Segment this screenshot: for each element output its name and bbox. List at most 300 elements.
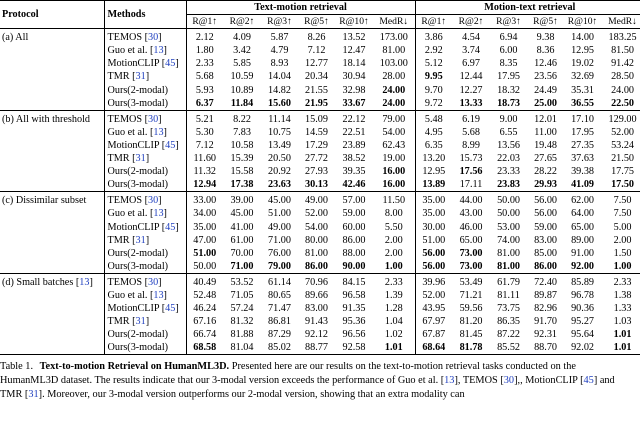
protocol-cell bbox=[0, 97, 104, 111]
t2m-value-cell: 86.81 bbox=[268, 316, 291, 328]
table-row bbox=[0, 178, 640, 192]
table-row bbox=[0, 273, 640, 289]
m2t-value-cell: 56.00 bbox=[415, 247, 452, 260]
table-row bbox=[0, 139, 640, 152]
t2m-value-cell: 71.05 bbox=[230, 289, 254, 301]
m2t-value-cell: 73.75 bbox=[497, 303, 520, 315]
t2m-value-cell: 76.00 bbox=[268, 247, 291, 259]
m2t-value-cell: 9.38 bbox=[527, 29, 564, 45]
protocol-cell bbox=[0, 29, 104, 45]
m2t-value-cell: 8.99 bbox=[462, 139, 480, 151]
m2t-value-cell: 92.02 bbox=[564, 341, 601, 355]
t2m-value-cell: 91.43 bbox=[305, 316, 328, 328]
citation-link[interactable]: 13 bbox=[153, 45, 164, 57]
m2t-value-cell: 17.95 bbox=[497, 71, 520, 83]
m2t-value-cell: 67.87 bbox=[415, 328, 452, 341]
method-name: MotionCLIP bbox=[107, 303, 160, 315]
t2m-value-cell: 3.42 bbox=[233, 45, 251, 57]
citation-link[interactable]: 13 bbox=[79, 276, 90, 288]
t2m-value-cell: 80.65 bbox=[268, 289, 291, 301]
t2m-metric-header: R@1↑ bbox=[186, 15, 223, 29]
m2t-value-cell: 44.00 bbox=[452, 192, 490, 208]
t2m-value-cell: 57.24 bbox=[230, 303, 254, 315]
method-cell: TMR [31] bbox=[104, 234, 186, 247]
table-row bbox=[0, 207, 640, 220]
t2m-value-cell: 70.96 bbox=[298, 273, 335, 289]
m2t-value-cell: 65.00 bbox=[459, 234, 483, 246]
t2m-value-cell: 10.59 bbox=[230, 71, 254, 83]
method-name: Ours(3-modal) bbox=[107, 179, 169, 191]
protocol-cell bbox=[0, 139, 104, 152]
t2m-value-cell: 20.50 bbox=[268, 153, 291, 165]
t2m-value-cell: 103.00 bbox=[379, 58, 408, 70]
m2t-metric-header: R@2↑ bbox=[452, 15, 490, 29]
m2t-value-cell: 19.02 bbox=[571, 58, 594, 70]
method-cell: Guo et al. [13] bbox=[104, 289, 186, 302]
caption-citation-link[interactable]: 13 bbox=[444, 375, 455, 386]
caption-citation-link[interactable]: 30 bbox=[503, 375, 515, 386]
m2t-value-cell: 61.79 bbox=[490, 273, 527, 289]
t2m-value-cell: 1.80 bbox=[186, 44, 223, 57]
t2m-value-cell: 11.32 bbox=[186, 165, 223, 178]
m2t-value-cell: 5.00 bbox=[613, 221, 632, 233]
m2t-value-cell: 7.50 bbox=[601, 192, 640, 208]
t2m-value-cell: 89.66 bbox=[305, 289, 328, 301]
m2t-value-cell: 52.00 bbox=[611, 126, 634, 138]
protocol-cell bbox=[0, 315, 104, 328]
m2t-value-cell: 5.12 bbox=[415, 57, 452, 70]
t2m-value-cell: 95.36 bbox=[342, 316, 366, 328]
table-row bbox=[0, 315, 640, 328]
method-cell bbox=[104, 84, 186, 97]
table-row bbox=[0, 260, 640, 274]
m2t-value-cell: 35.00 bbox=[415, 207, 452, 220]
t2m-value-cell: 8.93 bbox=[270, 58, 289, 70]
t2m-value-cell: 67.16 bbox=[186, 315, 223, 328]
t2m-value-cell: 28.00 bbox=[382, 71, 406, 83]
t2m-value-cell: 50.00 bbox=[186, 260, 223, 274]
t2m-value-cell: 45.00 bbox=[261, 192, 298, 208]
method-cell: TEMOS [30] bbox=[104, 192, 186, 208]
t2m-value-cell: 12.77 bbox=[305, 58, 328, 70]
method-name: TMR bbox=[107, 71, 130, 83]
m2t-value-cell: 6.97 bbox=[462, 58, 480, 70]
t2m-value-cell: 11.50 bbox=[373, 192, 415, 208]
t2m-value-cell: 81.00 bbox=[305, 247, 328, 259]
protocol-cell bbox=[0, 57, 104, 70]
m2t-metric-header: R@10↑ bbox=[564, 15, 601, 29]
m2t-value-cell: 41.09 bbox=[564, 178, 601, 192]
t2m-metric-header: R@3↑ bbox=[261, 15, 298, 29]
t2m-value-cell: 81.04 bbox=[223, 341, 261, 355]
caption-text: and TMR bbox=[0, 375, 615, 400]
m2t-value-cell: 9.72 bbox=[415, 97, 452, 111]
t2m-value-cell: 2.33 bbox=[373, 273, 415, 289]
t2m-value-cell: 86.00 bbox=[298, 260, 335, 274]
table-row bbox=[0, 289, 640, 302]
method-cell: TMR [31] bbox=[104, 70, 186, 83]
m2t-value-cell: 73.00 bbox=[459, 247, 483, 259]
t2m-value-cell: 53.52 bbox=[223, 273, 261, 289]
t2m-value-cell: 24.00 bbox=[373, 97, 415, 111]
method-cell: Guo et al. [13] bbox=[104, 126, 186, 139]
m2t-value-cell: 2.33 bbox=[601, 273, 640, 289]
method-cell bbox=[104, 97, 186, 111]
table-row bbox=[0, 152, 640, 165]
m2t-value-cell: 18.32 bbox=[497, 84, 520, 96]
t2m-value-cell: 35.00 bbox=[186, 221, 223, 234]
protocol-cell bbox=[0, 192, 104, 208]
t2m-value-cell: 84.15 bbox=[335, 273, 373, 289]
t2m-value-cell: 83.00 bbox=[305, 303, 328, 315]
protocol-label: (a) All bbox=[2, 32, 29, 44]
citation-link[interactable]: 31 bbox=[135, 234, 146, 246]
results-body bbox=[0, 29, 640, 355]
m2t-value-cell: 129.00 bbox=[601, 110, 640, 126]
m2t-value-cell: 43.00 bbox=[459, 208, 483, 220]
citation-link[interactable]: 31 bbox=[135, 153, 146, 165]
t2m-value-cell: 5.30 bbox=[186, 126, 223, 139]
t2m-value-cell: 8.00 bbox=[384, 208, 403, 220]
method-name: TMR bbox=[107, 316, 130, 328]
table-row bbox=[0, 221, 640, 234]
citation-link[interactable]: 30 bbox=[147, 32, 159, 44]
m2t-value-cell: 22.03 bbox=[497, 153, 520, 165]
t2m-value-cell: 7.12 bbox=[186, 139, 223, 152]
t2m-value-cell: 8.26 bbox=[298, 29, 335, 45]
citation-link[interactable]: 13 bbox=[153, 289, 164, 301]
method-cell: MotionCLIP [45] bbox=[104, 57, 186, 70]
protocol-label: (d) Small batches bbox=[2, 276, 74, 288]
t2m-value-cell: 68.58 bbox=[186, 341, 223, 355]
t2m-value-cell: 81.00 bbox=[382, 45, 406, 57]
t2m-value-cell: 47.00 bbox=[186, 234, 223, 247]
t2m-value-cell: 85.02 bbox=[261, 341, 298, 355]
t2m-value-cell: 80.00 bbox=[305, 234, 328, 246]
m2t-metric-header: R@1↑ bbox=[415, 15, 452, 29]
protocol-cell: (d) Small batches [13] bbox=[0, 273, 104, 289]
t2m-value-cell: 16.00 bbox=[382, 166, 406, 178]
t2m-value-cell: 22.51 bbox=[342, 126, 366, 138]
t2m-value-cell: 5.87 bbox=[261, 29, 298, 45]
t2m-value-cell: 52.48 bbox=[186, 289, 223, 302]
t2m-value-cell: 15.60 bbox=[261, 97, 298, 111]
m2t-value-cell: 21.50 bbox=[611, 153, 634, 165]
t2m-value-cell: 71.00 bbox=[223, 260, 261, 274]
t2m-value-cell: 32.98 bbox=[342, 84, 366, 96]
t2m-value-cell: 66.74 bbox=[186, 328, 223, 341]
method-name: TMR bbox=[107, 153, 130, 165]
m2t-value-cell: 6.00 bbox=[499, 45, 518, 57]
t2m-value-cell: 23.89 bbox=[342, 139, 366, 151]
protocol-cell bbox=[0, 328, 104, 341]
t2m-value-cell: 57.00 bbox=[335, 192, 373, 208]
t2m-value-cell: 90.00 bbox=[335, 260, 373, 274]
method-cell: MotionCLIP [45] bbox=[104, 221, 186, 234]
m2t-value-cell: 13.20 bbox=[415, 152, 452, 165]
caption-text: , TEMOS bbox=[457, 375, 498, 386]
t2m-value-cell: 1.04 bbox=[384, 316, 403, 328]
m2t-value-cell: 12.46 bbox=[534, 58, 557, 70]
citation-link[interactable]: 45 bbox=[165, 58, 176, 70]
t2m-value-cell: 33.00 bbox=[186, 192, 223, 208]
t2m-value-cell: 33.67 bbox=[335, 97, 373, 111]
m2t-value-cell: 13.89 bbox=[415, 178, 452, 192]
m2t-value-cell: 83.00 bbox=[534, 234, 557, 246]
protocol-cell bbox=[0, 247, 104, 260]
t2m-value-cell: 5.85 bbox=[233, 58, 251, 70]
t2m-value-cell: 20.92 bbox=[268, 166, 291, 178]
m2t-value-cell: 91.70 bbox=[534, 316, 557, 328]
m2t-value-cell: 6.94 bbox=[490, 29, 527, 45]
t2m-value-cell: 5.68 bbox=[186, 70, 223, 83]
t2m-value-cell: 23.63 bbox=[261, 178, 298, 192]
citation-link[interactable]: 45 bbox=[165, 221, 176, 233]
method-name: Ours(3-modal) bbox=[107, 260, 169, 272]
m2t-value-cell: 36.55 bbox=[564, 97, 601, 111]
m2t-value-cell: 27.65 bbox=[534, 153, 557, 165]
protocol-cell bbox=[0, 178, 104, 192]
t2m-value-cell: 14.59 bbox=[305, 126, 328, 138]
t2m-value-cell: 51.00 bbox=[268, 208, 291, 220]
t2m-value-cell: 54.00 bbox=[305, 221, 328, 233]
t2m-value-cell: 7.12 bbox=[307, 45, 326, 57]
method-name: Guo et al. bbox=[107, 289, 148, 301]
m2t-value-cell: 56.00 bbox=[527, 192, 564, 208]
t2m-value-cell: 21.95 bbox=[298, 97, 335, 111]
m2t-value-cell: 17.11 bbox=[452, 178, 490, 192]
protocol-cell bbox=[0, 70, 104, 83]
m2t-value-cell: 1.01 bbox=[601, 341, 640, 355]
m2t-value-cell: 85.52 bbox=[490, 341, 527, 355]
method-cell: TMR [31] bbox=[104, 315, 186, 328]
citation-link[interactable]: 45 bbox=[165, 139, 176, 151]
method-cell bbox=[104, 328, 186, 341]
t2m-value-cell: 27.93 bbox=[305, 166, 328, 178]
method-name: TEMOS bbox=[107, 113, 143, 125]
m2t-value-cell: 90.36 bbox=[571, 303, 594, 315]
m2t-value-cell: 68.64 bbox=[415, 341, 452, 355]
method-cell: MotionCLIP [45] bbox=[104, 139, 186, 152]
citation-link[interactable]: 31 bbox=[135, 71, 146, 83]
protocol-label: (c) Dissimilar subset bbox=[2, 195, 87, 207]
m2t-group-header: Motion-text retrieval bbox=[415, 1, 640, 15]
m2t-value-cell: 1.01 bbox=[613, 329, 632, 341]
table-row bbox=[0, 44, 640, 57]
citation-link[interactable]: 31 bbox=[135, 316, 146, 328]
m2t-value-cell: 53.24 bbox=[611, 139, 634, 151]
table-row bbox=[0, 29, 640, 45]
t2m-value-cell: 2.00 bbox=[384, 247, 403, 259]
caption-title: Text-to-motion Retrieval on HumanML3D. bbox=[39, 361, 230, 372]
protocol-cell bbox=[0, 84, 104, 97]
t2m-value-cell: 45.00 bbox=[230, 208, 254, 220]
t2m-value-cell: 2.33 bbox=[186, 57, 223, 70]
protocol-cell bbox=[0, 207, 104, 220]
method-cell bbox=[104, 260, 186, 274]
t2m-value-cell: 5.21 bbox=[186, 110, 223, 126]
method-name: Ours(2-modal) bbox=[107, 84, 169, 96]
m2t-value-cell: 9.95 bbox=[415, 70, 452, 83]
method-name: Guo et al. bbox=[107, 126, 148, 138]
t2m-value-cell: 12.47 bbox=[342, 45, 366, 57]
method-cell: Guo et al. [13] bbox=[104, 207, 186, 220]
t2m-value-cell: 27.72 bbox=[305, 153, 328, 165]
t2m-value-cell: 52.00 bbox=[305, 208, 328, 220]
m2t-value-cell: 43.95 bbox=[415, 302, 452, 315]
citation-link[interactable]: 30 bbox=[147, 113, 159, 125]
method-name: TEMOS bbox=[107, 195, 143, 207]
protocol-cell bbox=[0, 341, 104, 355]
table-row bbox=[0, 57, 640, 70]
m2t-value-cell: 24.49 bbox=[534, 84, 557, 96]
m2t-value-cell: 183.25 bbox=[601, 29, 640, 45]
m2t-value-cell: 5.68 bbox=[462, 126, 480, 138]
m2t-value-cell: 1.50 bbox=[613, 247, 632, 259]
citation-link[interactable]: 45 bbox=[165, 303, 176, 315]
m2t-value-cell: 7.50 bbox=[613, 208, 632, 220]
m2t-value-cell: 25.00 bbox=[527, 97, 564, 111]
m2t-value-cell: 22.50 bbox=[601, 97, 640, 111]
table-row bbox=[0, 70, 640, 83]
m2t-value-cell: 18.73 bbox=[490, 97, 527, 111]
method-name: TMR bbox=[107, 234, 130, 246]
caption-citation-link[interactable]: 31 bbox=[28, 389, 39, 400]
m2t-value-cell: 59.00 bbox=[534, 221, 557, 233]
m2t-value-cell: 59.56 bbox=[459, 303, 483, 315]
method-cell bbox=[104, 247, 186, 260]
method-name: Ours(2-modal) bbox=[107, 247, 169, 259]
t2m-value-cell: 92.12 bbox=[305, 329, 328, 341]
t2m-value-cell: 24.00 bbox=[382, 84, 406, 96]
t2m-value-cell: 14.82 bbox=[268, 84, 291, 96]
method-name: Guo et al. bbox=[107, 45, 148, 57]
t2m-value-cell: 39.00 bbox=[223, 192, 261, 208]
table-row bbox=[0, 234, 640, 247]
t2m-value-cell: 70.00 bbox=[230, 247, 254, 259]
m2t-value-cell: 1.03 bbox=[613, 316, 632, 328]
t2m-value-cell: 87.29 bbox=[268, 329, 291, 341]
m2t-metric-header: R@5↑ bbox=[527, 15, 564, 29]
m2t-value-cell: 12.95 bbox=[415, 165, 452, 178]
method-name: Guo et al. bbox=[107, 208, 148, 220]
method-cell bbox=[104, 165, 186, 178]
m2t-value-cell: 23.33 bbox=[497, 166, 520, 178]
table-row bbox=[0, 192, 640, 208]
t2m-value-cell: 96.56 bbox=[342, 329, 366, 341]
method-cell: TEMOS [30] bbox=[104, 273, 186, 289]
m2t-value-cell: 23.56 bbox=[534, 71, 557, 83]
m2t-value-cell: 17.75 bbox=[611, 166, 634, 178]
t2m-metric-header: R@5↑ bbox=[298, 15, 335, 29]
t2m-value-cell: 1.01 bbox=[373, 341, 415, 355]
caption-text: . Moreover, our 3-modal version outperforms our 2-modal version, showing that an extra modality can bbox=[42, 389, 465, 400]
t2m-value-cell: 30.94 bbox=[342, 71, 366, 83]
m2t-value-cell: 28.50 bbox=[611, 71, 634, 83]
citation-link[interactable]: 30 bbox=[147, 195, 159, 207]
methods-header: Methods bbox=[104, 1, 186, 29]
m2t-value-cell: 2.00 bbox=[613, 234, 632, 246]
t2m-value-cell: 173.00 bbox=[373, 29, 415, 45]
m2t-value-cell: 17.10 bbox=[564, 110, 601, 126]
t2m-value-cell: 13.49 bbox=[268, 139, 291, 151]
t2m-value-cell: 1.02 bbox=[384, 329, 403, 341]
m2t-value-cell: 95.64 bbox=[571, 329, 594, 341]
m2t-value-cell: 81.45 bbox=[459, 329, 483, 341]
m2t-value-cell: 14.00 bbox=[564, 29, 601, 45]
t2m-group-header: Text-motion retrieval bbox=[186, 1, 415, 15]
table-row bbox=[0, 302, 640, 315]
caption-text: Presented here are our results on the text-to-motion retrieval tasks conducted on the HumanML3D dataset. The results indicate that our 3-modal version exceeds the performance of Guo et al. bbox=[0, 361, 576, 386]
m2t-value-cell: 1.00 bbox=[601, 260, 640, 274]
protocol-cell bbox=[0, 152, 104, 165]
m2t-value-cell: 85.89 bbox=[564, 273, 601, 289]
m2t-value-cell: 13.33 bbox=[452, 97, 490, 111]
t2m-value-cell: 1.39 bbox=[384, 289, 403, 301]
citation-link[interactable]: 30 bbox=[147, 276, 159, 288]
m2t-value-cell: 67.97 bbox=[415, 315, 452, 328]
m2t-value-cell: 6.35 bbox=[415, 139, 452, 152]
method-name: TEMOS bbox=[107, 32, 143, 44]
table-caption: Table 1. Text-to-motion Retrieval on HumanML3D. Presented here are our results on the text-to-motion retrieval tasks conducted on the HumanML3D dataset. The results indicate that our 3-modal version exceeds the performance of Guo et al. [13], TEMOS [30],, MotionCLIP [45] and TMR [31]. Moreover, our 3-modal version outperforms our 2-modal version, showing that an extra modality can bbox=[0, 361, 615, 400]
t2m-value-cell: 4.09 bbox=[223, 29, 261, 45]
t2m-value-cell: 17.38 bbox=[223, 178, 261, 192]
caption-citation-link[interactable]: 45 bbox=[583, 375, 594, 386]
t2m-value-cell: 38.52 bbox=[342, 153, 366, 165]
protocol-cell bbox=[0, 44, 104, 57]
t2m-value-cell: 1.00 bbox=[373, 260, 415, 274]
t2m-value-cell: 22.12 bbox=[335, 110, 373, 126]
m2t-value-cell: 88.70 bbox=[527, 341, 564, 355]
table-row bbox=[0, 247, 640, 260]
m2t-value-cell: 9.70 bbox=[415, 84, 452, 97]
t2m-value-cell: 49.00 bbox=[298, 192, 335, 208]
protocol-cell bbox=[0, 221, 104, 234]
m2t-value-cell: 89.87 bbox=[534, 289, 557, 301]
method-cell bbox=[104, 341, 186, 355]
t2m-value-cell: 79.00 bbox=[373, 110, 415, 126]
m2t-value-cell: 29.93 bbox=[527, 178, 564, 192]
table-row bbox=[0, 341, 640, 355]
m2t-value-cell: 73.00 bbox=[452, 260, 490, 274]
table-row bbox=[0, 84, 640, 97]
t2m-value-cell: 42.46 bbox=[335, 178, 373, 192]
citation-link[interactable]: 13 bbox=[153, 126, 164, 138]
citation-link[interactable]: 13 bbox=[153, 208, 164, 220]
m2t-value-cell: 9.00 bbox=[490, 110, 527, 126]
t2m-value-cell: 40.49 bbox=[186, 273, 223, 289]
protocol-cell bbox=[0, 126, 104, 139]
t2m-metric-header: MedR↓ bbox=[373, 15, 415, 29]
protocol-cell bbox=[0, 289, 104, 302]
t2m-value-cell: 60.00 bbox=[342, 221, 366, 233]
m2t-value-cell: 81.50 bbox=[611, 45, 634, 57]
method-cell: Guo et al. [13] bbox=[104, 44, 186, 57]
m2t-value-cell: 1.38 bbox=[613, 289, 632, 301]
m2t-value-cell: 32.69 bbox=[571, 71, 594, 83]
m2t-value-cell: 13.56 bbox=[497, 139, 520, 151]
t2m-value-cell: 10.75 bbox=[268, 126, 291, 138]
m2t-value-cell: 12.27 bbox=[459, 84, 483, 96]
method-cell: TEMOS [30] bbox=[104, 29, 186, 45]
method-name: MotionCLIP bbox=[107, 58, 160, 70]
t2m-value-cell: 5.50 bbox=[384, 221, 403, 233]
m2t-value-cell: 2.92 bbox=[415, 44, 452, 57]
protocol-cell bbox=[0, 260, 104, 274]
m2t-value-cell: 17.56 bbox=[459, 166, 483, 178]
m2t-value-cell: 1.33 bbox=[613, 303, 632, 315]
m2t-value-cell: 81.11 bbox=[497, 289, 520, 301]
